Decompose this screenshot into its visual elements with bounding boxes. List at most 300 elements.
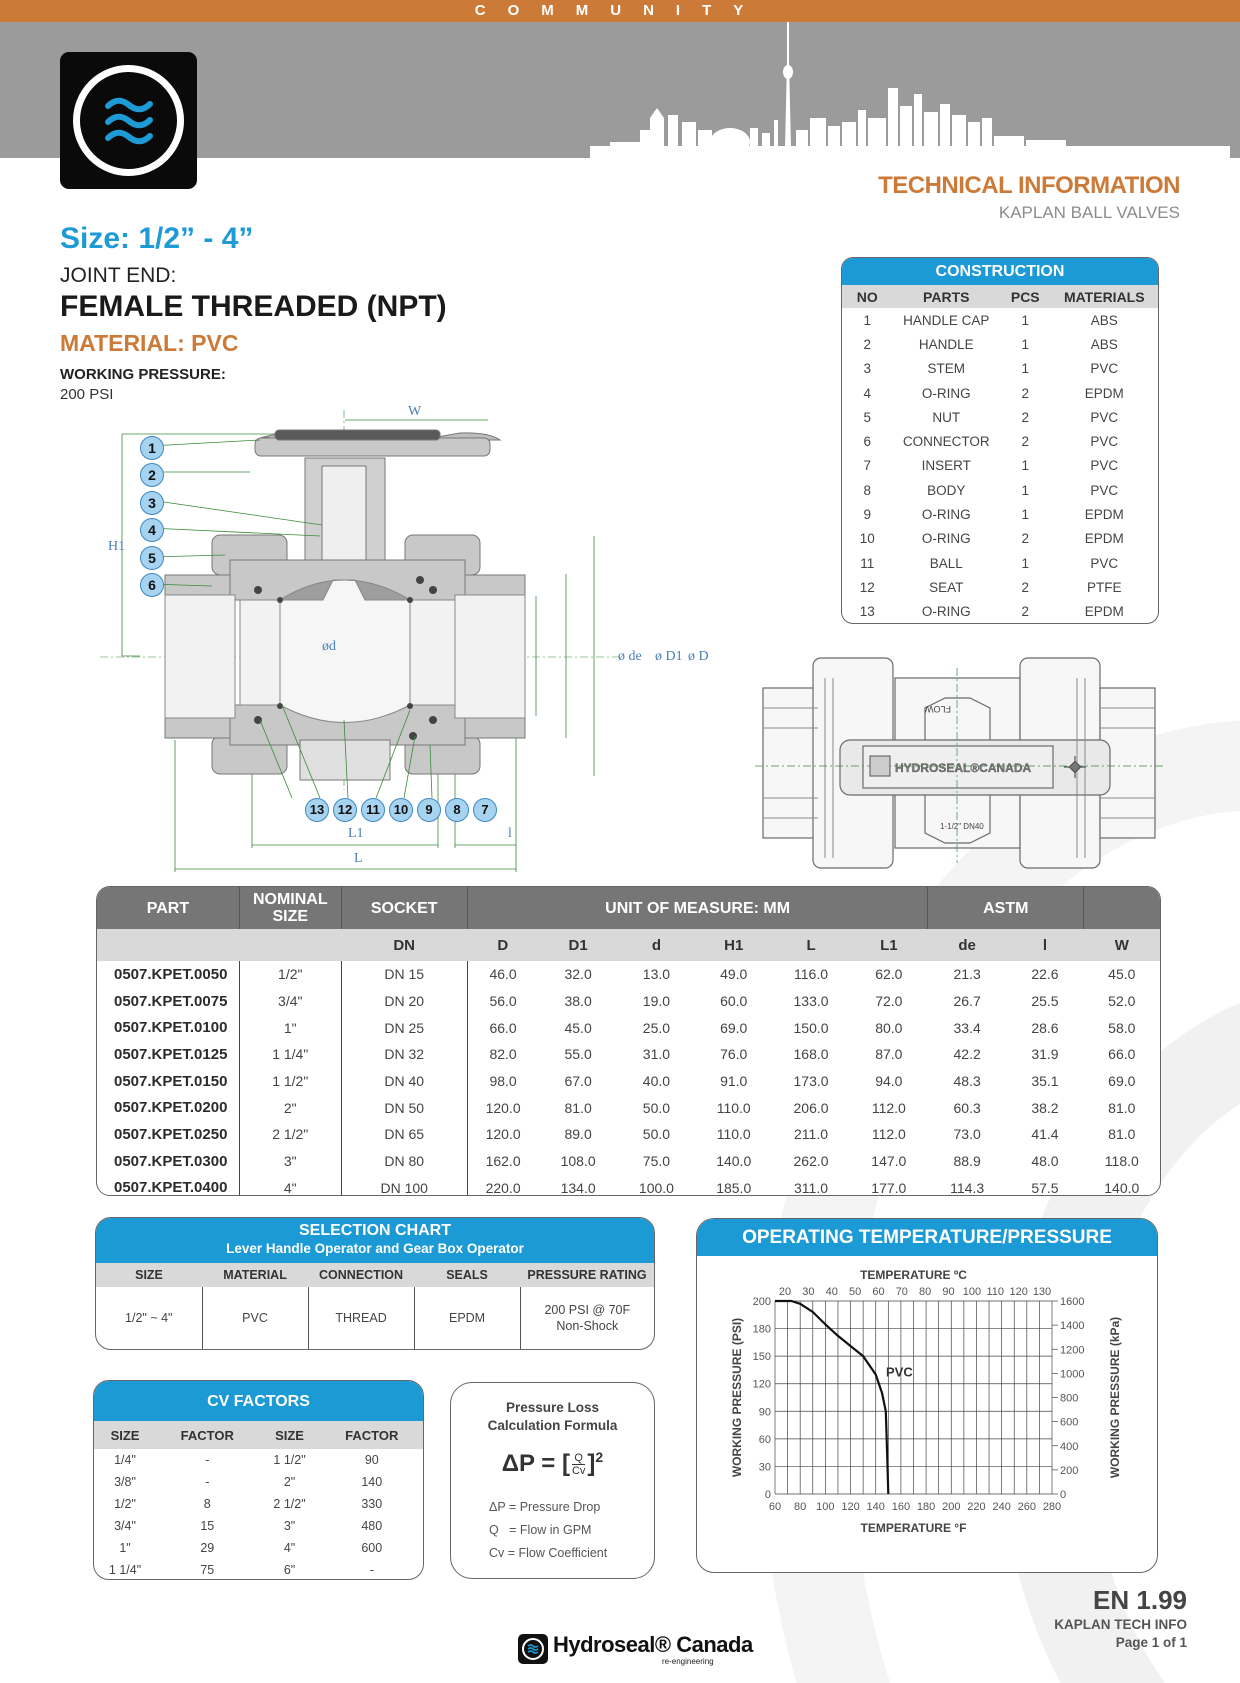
column-header: MATERIAL <box>202 1263 308 1287</box>
community-banner-text: COMMUNITY <box>474 2 766 19</box>
cell: 81.0 <box>1108 1099 1136 1116</box>
cell: PTFE <box>1087 579 1122 595</box>
cell: 75.0 <box>642 1153 671 1170</box>
cell: 38.2 <box>1031 1099 1059 1116</box>
cell: 1 <box>1021 555 1030 571</box>
callout-1: 1 <box>140 436 164 460</box>
pressure-rating-line2: Non-Shock <box>556 1319 619 1333</box>
cell: 120.0 <box>485 1126 521 1143</box>
part-number: 0507.KPET.0300 <box>97 1148 239 1175</box>
table-row <box>842 405 1158 429</box>
cell: 31.0 <box>642 1046 671 1063</box>
svg-text:40: 40 <box>825 1286 838 1298</box>
cell: 2 <box>1021 579 1030 595</box>
cell: 1 1/4" <box>239 1041 341 1068</box>
cell: PVC <box>1090 555 1119 571</box>
cell: 41.4 <box>1031 1126 1059 1143</box>
construction-header-row <box>842 285 1158 308</box>
cell: INSERT <box>921 458 971 474</box>
column-header: D <box>467 929 538 961</box>
cell: 72.0 <box>875 993 903 1010</box>
working-pressure-value: 200 PSI <box>60 386 114 403</box>
callout-5: 5 <box>140 546 164 570</box>
cell: 1 <box>1021 482 1030 498</box>
table-row <box>97 1094 1160 1121</box>
cell: 2 <box>1021 434 1030 450</box>
svg-text:110: 110 <box>986 1286 1005 1298</box>
cell: EPDM <box>1084 507 1124 523</box>
cell-pressure-rating <box>520 1287 654 1349</box>
column-header: PCS <box>1000 285 1051 308</box>
cell: 168.0 <box>793 1046 829 1063</box>
cell: 3/8" <box>114 1475 136 1489</box>
cell: 50.0 <box>642 1099 671 1116</box>
joint-end-label: JOINT END: <box>60 264 177 287</box>
cell: 150.0 <box>793 1019 829 1036</box>
cell: 50.0 <box>642 1126 671 1143</box>
cell: 22.6 <box>1031 966 1059 983</box>
cell: 108.0 <box>560 1153 596 1170</box>
svg-text:FLOW: FLOW <box>925 704 951 714</box>
cell: 60.3 <box>953 1099 981 1116</box>
svg-text:200: 200 <box>1060 1464 1079 1477</box>
cell: 110.0 <box>716 1099 751 1116</box>
header-astm: ASTM <box>928 887 1084 929</box>
svg-text:30: 30 <box>802 1286 815 1298</box>
material: MATERIAL: PVC <box>60 330 239 356</box>
cell: 29 <box>200 1541 215 1555</box>
svg-text:l: l <box>508 826 512 841</box>
cell: O-RING <box>921 531 971 547</box>
footer-tagline: re-engineering <box>662 1657 714 1666</box>
column-header: de <box>928 929 1006 961</box>
cell: 87.0 <box>875 1046 903 1063</box>
cell: EPDM <box>1084 385 1124 401</box>
cell: EPDM <box>414 1287 520 1349</box>
cell: 114.3 <box>950 1179 985 1196</box>
table-row <box>842 308 1158 332</box>
cell: 110.0 <box>716 1126 751 1143</box>
svg-text:WORKING PRESSURE (PSI): WORKING PRESSURE (PSI) <box>730 1317 744 1478</box>
svg-text:60: 60 <box>768 1501 782 1513</box>
column-header: l <box>1006 929 1083 961</box>
cell: DN 50 <box>341 1094 467 1121</box>
callout-13: 13 <box>305 798 329 822</box>
cell: 75 <box>200 1563 215 1577</box>
cell: 1 <box>1021 336 1030 352</box>
column-header: d <box>618 929 695 961</box>
cell: 112.0 <box>871 1099 906 1116</box>
cell: 5 <box>863 409 872 425</box>
cell: STEM <box>927 361 966 377</box>
cell: 57.5 <box>1031 1179 1059 1196</box>
cell: 3" <box>283 1519 296 1533</box>
svg-text:200: 200 <box>752 1296 771 1308</box>
svg-text:30: 30 <box>758 1461 771 1474</box>
table-row <box>97 1041 1160 1068</box>
cell: PVC <box>1090 434 1119 450</box>
cell: 10 <box>859 531 875 547</box>
waves-icon <box>527 1643 539 1655</box>
formula-denominator: Cv <box>571 1465 586 1478</box>
svg-text:70: 70 <box>895 1286 908 1298</box>
svg-text:100: 100 <box>962 1286 982 1298</box>
cell: 2 <box>863 336 872 352</box>
cell: PVC <box>202 1287 308 1349</box>
waves-icon <box>100 92 158 150</box>
cell: 7 <box>863 458 872 474</box>
cell: 8 <box>203 1497 211 1511</box>
cell: 9 <box>863 507 872 523</box>
formula-legend-cv: Cv = Flow Coefficient <box>489 1546 608 1560</box>
svg-text:180: 180 <box>752 1323 771 1336</box>
svg-text:WORKING PRESSURE (kPa): WORKING PRESSURE (kPa) <box>1108 1316 1122 1479</box>
cell: 69.0 <box>1108 1073 1136 1090</box>
header-blank <box>1084 887 1160 929</box>
cell: 13.0 <box>642 966 671 983</box>
svg-text:TEMPERATURE °F: TEMPERATURE °F <box>860 1521 967 1535</box>
cell: THREAD <box>308 1287 414 1349</box>
cell: 42.2 <box>953 1046 981 1063</box>
city-skyline-icon <box>590 0 1230 160</box>
cell: 2 <box>1021 604 1030 620</box>
svg-text:ød: ød <box>322 639 336 654</box>
group-header-row <box>97 887 1160 929</box>
cell: - <box>205 1453 210 1467</box>
document-code: EN 1.99 <box>1093 1585 1187 1615</box>
svg-text:1600: 1600 <box>1060 1296 1085 1308</box>
cell: 134.0 <box>560 1179 596 1196</box>
svg-text:140: 140 <box>866 1501 885 1513</box>
cell: 3" <box>239 1148 341 1175</box>
svg-text:280: 280 <box>1042 1501 1062 1513</box>
formula-rhs: ] <box>587 1450 596 1477</box>
table-row <box>97 988 1160 1015</box>
cell: 1/2" <box>239 961 341 988</box>
cell: 185.0 <box>716 1179 752 1196</box>
cell: 8 <box>863 482 872 498</box>
cell: BODY <box>927 482 966 498</box>
table-row <box>94 1471 423 1493</box>
cell: 88.9 <box>953 1153 981 1170</box>
cell: 140 <box>361 1475 383 1489</box>
cv-factors-title: CV FACTORS <box>94 1381 423 1421</box>
cv-header-row <box>94 1421 423 1449</box>
selection-chart-header <box>96 1218 654 1263</box>
svg-text:HYDROSEAL®CANADA: HYDROSEAL®CANADA <box>895 761 1032 775</box>
cv-factors-table <box>93 1380 424 1580</box>
cell: 25.5 <box>1031 993 1059 1010</box>
svg-text:0: 0 <box>764 1489 771 1501</box>
formula-equation <box>451 1449 654 1478</box>
formula-title-line2: Calculation Formula <box>487 1418 618 1433</box>
cell: 62.0 <box>875 966 903 983</box>
cell: 4" <box>283 1541 296 1555</box>
cell: 6 <box>863 434 872 450</box>
cell: 81.0 <box>1108 1126 1136 1143</box>
table-row <box>97 1148 1160 1175</box>
cell: 2 <box>1021 385 1030 401</box>
header-part: PART <box>97 887 239 929</box>
cell: 15 <box>200 1519 215 1533</box>
header-unit-of-measure: UNIT OF MEASURE: MM <box>467 887 928 929</box>
cell: 58.0 <box>1108 1019 1136 1036</box>
svg-text:L: L <box>354 851 363 866</box>
svg-text:90: 90 <box>942 1286 955 1298</box>
cell: 66.0 <box>1108 1046 1136 1063</box>
column-header: SIZE <box>94 1421 156 1449</box>
dim-label-W: W <box>408 404 422 419</box>
cell: 38.0 <box>564 993 592 1010</box>
table-row <box>97 1068 1160 1095</box>
table-row <box>94 1515 423 1537</box>
cell: 13 <box>859 604 875 620</box>
cell: PVC <box>1090 361 1119 377</box>
part-number: 0507.KPET.0050 <box>97 961 239 988</box>
hydroseal-logo-icon <box>518 1634 548 1664</box>
cell: 1/2" ~ 4" <box>96 1287 202 1349</box>
cell: 2" <box>239 1094 341 1121</box>
cell: 1" <box>239 1014 341 1041</box>
svg-text:220: 220 <box>967 1501 986 1513</box>
cell: 1 1/4" <box>108 1563 142 1577</box>
cell: PVC <box>1090 409 1119 425</box>
cell: PVC <box>1090 482 1119 498</box>
cell: HANDLE CAP <box>903 312 990 328</box>
svg-text:600: 600 <box>1060 1416 1079 1429</box>
cell: - <box>205 1475 210 1489</box>
construction-table <box>841 257 1159 624</box>
cell: 162.0 <box>485 1153 521 1170</box>
formula-exponent: 2 <box>595 1449 604 1465</box>
selection-chart-subtitle: Lever Handle Operator and Gear Box Operator <box>226 1241 524 1256</box>
callout-4: 4 <box>140 518 164 542</box>
svg-text:260: 260 <box>1017 1501 1036 1513</box>
svg-text:1200: 1200 <box>1060 1344 1085 1357</box>
svg-text:ø D: ø D <box>688 649 709 664</box>
formula-legend-q: Q = Flow in GPM <box>489 1523 592 1537</box>
svg-text:1000: 1000 <box>1060 1368 1085 1381</box>
cell: 2 <box>1021 531 1030 547</box>
cell: 2" <box>283 1475 296 1489</box>
svg-text:120: 120 <box>752 1378 771 1391</box>
cell: EPDM <box>1084 604 1124 620</box>
svg-text:150: 150 <box>752 1351 771 1364</box>
svg-text:400: 400 <box>1060 1440 1079 1453</box>
cell: 1 <box>1021 458 1030 474</box>
cell: 33.4 <box>953 1019 981 1036</box>
svg-text:120: 120 <box>1009 1286 1028 1298</box>
cell: 60.0 <box>720 993 748 1010</box>
table-row <box>842 429 1158 453</box>
cell: NUT <box>932 409 961 425</box>
column-header: MATERIALS <box>1051 285 1158 308</box>
formula-title <box>451 1399 654 1435</box>
table-row <box>842 502 1158 526</box>
cell: 1" <box>119 1541 131 1555</box>
cell: 32.0 <box>564 966 592 983</box>
cell: 48.3 <box>953 1073 981 1090</box>
cell: 133.0 <box>793 993 829 1010</box>
cell: 120.0 <box>485 1099 521 1116</box>
cell: - <box>369 1563 374 1577</box>
column-header <box>97 929 239 961</box>
svg-text:L1: L1 <box>348 826 364 841</box>
column-header: CONNECTION <box>308 1263 414 1287</box>
cell: O-RING <box>921 385 971 401</box>
cell: 140.0 <box>1104 1179 1140 1196</box>
svg-text:80: 80 <box>919 1286 932 1298</box>
svg-text:50: 50 <box>848 1286 862 1298</box>
cell: 31.9 <box>1031 1046 1059 1063</box>
cell: 82.0 <box>489 1046 517 1063</box>
callout-list-bottom <box>305 798 505 822</box>
cell: BALL <box>929 555 963 571</box>
svg-text:200: 200 <box>942 1501 961 1513</box>
cell: 2 <box>1021 409 1030 425</box>
cell: 3/4" <box>114 1519 136 1533</box>
svg-text:1-1/2" DN40: 1-1/2" DN40 <box>940 822 984 831</box>
column-header: L <box>772 929 849 961</box>
operating-chart-title: OPERATING TEMPERATURE/PRESSURE <box>697 1219 1157 1256</box>
temperature-pressure-plot <box>697 1256 1157 1571</box>
construction-title: CONSTRUCTION <box>842 258 1158 285</box>
cell: 173.0 <box>793 1073 829 1090</box>
header-socket: SOCKET <box>341 887 467 929</box>
cell: 116.0 <box>794 966 829 983</box>
cell: 45.0 <box>564 1019 592 1036</box>
callout-12: 12 <box>333 798 357 822</box>
part-number: 0507.KPET.0075 <box>97 988 239 1015</box>
cell: 52.0 <box>1108 993 1136 1010</box>
joint-end-value: FEMALE THREADED (NPT) <box>60 290 447 323</box>
table-row <box>94 1449 423 1471</box>
cell: O-RING <box>921 507 971 523</box>
svg-text:60: 60 <box>872 1286 885 1298</box>
table-row <box>94 1493 423 1515</box>
pressure-rating-line1: 200 PSI @ 70F <box>544 1303 631 1317</box>
cell: 1 <box>1021 507 1030 523</box>
cell: 28.6 <box>1031 1019 1059 1036</box>
callout-7: 7 <box>473 798 497 822</box>
svg-text:ø D1: ø D1 <box>655 649 683 664</box>
cell: 98.0 <box>489 1073 517 1090</box>
pressure-loss-formula <box>450 1382 655 1579</box>
formula-numerator: Q <box>572 1452 585 1465</box>
cell: 147.0 <box>871 1153 907 1170</box>
cell: 81.0 <box>564 1099 592 1116</box>
cell: 6" <box>283 1563 296 1577</box>
cell: 3/4" <box>239 988 341 1015</box>
cell: 112.0 <box>871 1126 906 1143</box>
table-row <box>842 478 1158 502</box>
part-number: 0507.KPET.0100 <box>97 1014 239 1041</box>
table-row <box>842 357 1158 381</box>
cell: 76.0 <box>720 1046 748 1063</box>
page-title: TECHNICAL INFORMATION <box>878 172 1180 199</box>
document-name: KAPLAN TECH INFO <box>1054 1617 1187 1632</box>
selection-chart-title: SELECTION CHART <box>299 1222 451 1239</box>
column-header <box>239 929 341 961</box>
cell: 2 1/2" <box>273 1497 306 1511</box>
cell: 262.0 <box>793 1153 829 1170</box>
svg-text:PVC: PVC <box>886 1364 913 1380</box>
column-header: FACTOR <box>321 1421 423 1449</box>
cell: DN 100 <box>341 1175 467 1197</box>
cell: 55.0 <box>564 1046 592 1063</box>
page-indicator: Page 1 of 1 <box>1115 1635 1187 1650</box>
column-header: SIZE <box>96 1263 202 1287</box>
cell: CONNECTOR <box>902 434 990 450</box>
cell: 4" <box>239 1175 341 1197</box>
part-number: 0507.KPET.0200 <box>97 1094 239 1121</box>
column-header: W <box>1084 929 1160 961</box>
cell: 1/2" <box>114 1497 136 1511</box>
cell: 48.0 <box>1031 1153 1059 1170</box>
callout-2: 2 <box>140 463 164 487</box>
table-row <box>96 1287 654 1349</box>
cell: 480 <box>361 1519 383 1533</box>
cell: 2 1/2" <box>239 1121 341 1148</box>
cell: DN 65 <box>341 1121 467 1148</box>
svg-text:180: 180 <box>916 1501 936 1513</box>
cell: 25.0 <box>642 1019 671 1036</box>
cell: 67.0 <box>564 1073 592 1090</box>
cell: 56.0 <box>489 993 517 1010</box>
cell: ABS <box>1090 336 1118 352</box>
dimensions-table <box>96 886 1161 1196</box>
operating-temperature-pressure-chart <box>696 1218 1158 1573</box>
cell: 35.1 <box>1031 1073 1059 1090</box>
table-row <box>842 527 1158 551</box>
cell: 311.0 <box>794 1179 829 1196</box>
table-row <box>842 381 1158 405</box>
cell: 1/4" <box>114 1453 136 1467</box>
cell: 220.0 <box>485 1179 521 1196</box>
svg-text:160: 160 <box>891 1501 911 1513</box>
cell: 211.0 <box>794 1126 829 1143</box>
cell: 3 <box>863 361 872 377</box>
cell: 12 <box>859 579 875 595</box>
svg-text:1400: 1400 <box>1060 1320 1085 1333</box>
footer-brand: Hydroseal® Canada <box>553 1632 753 1657</box>
size-range: Size: 1/2” - 4” <box>60 222 254 255</box>
cell: HANDLE <box>918 336 974 352</box>
cell: 1 1/2" <box>273 1453 306 1467</box>
cell: DN 20 <box>341 988 467 1015</box>
page-subtitle: KAPLAN BALL VALVES <box>998 203 1180 222</box>
cell: 4 <box>863 385 872 401</box>
cell: 1 <box>1021 361 1030 377</box>
cell: 1 <box>863 312 872 328</box>
valve-top-view-diagram <box>755 648 1165 878</box>
cell: 330 <box>361 1497 383 1511</box>
selection-header-row <box>96 1263 654 1287</box>
cell: O-RING <box>921 604 971 620</box>
svg-text:ø de: ø de <box>618 649 642 664</box>
column-header: FACTOR <box>156 1421 258 1449</box>
column-header-row <box>97 929 1160 961</box>
svg-text:80: 80 <box>794 1501 807 1513</box>
cell: 46.0 <box>489 966 517 983</box>
cell: 69.0 <box>720 1019 748 1036</box>
cell: 91.0 <box>720 1073 748 1090</box>
table-row <box>94 1537 423 1559</box>
table-row <box>97 1175 1160 1197</box>
cell: 80.0 <box>875 1019 903 1036</box>
part-number: 0507.KPET.0400 <box>97 1175 239 1197</box>
part-number: 0507.KPET.0125 <box>97 1041 239 1068</box>
